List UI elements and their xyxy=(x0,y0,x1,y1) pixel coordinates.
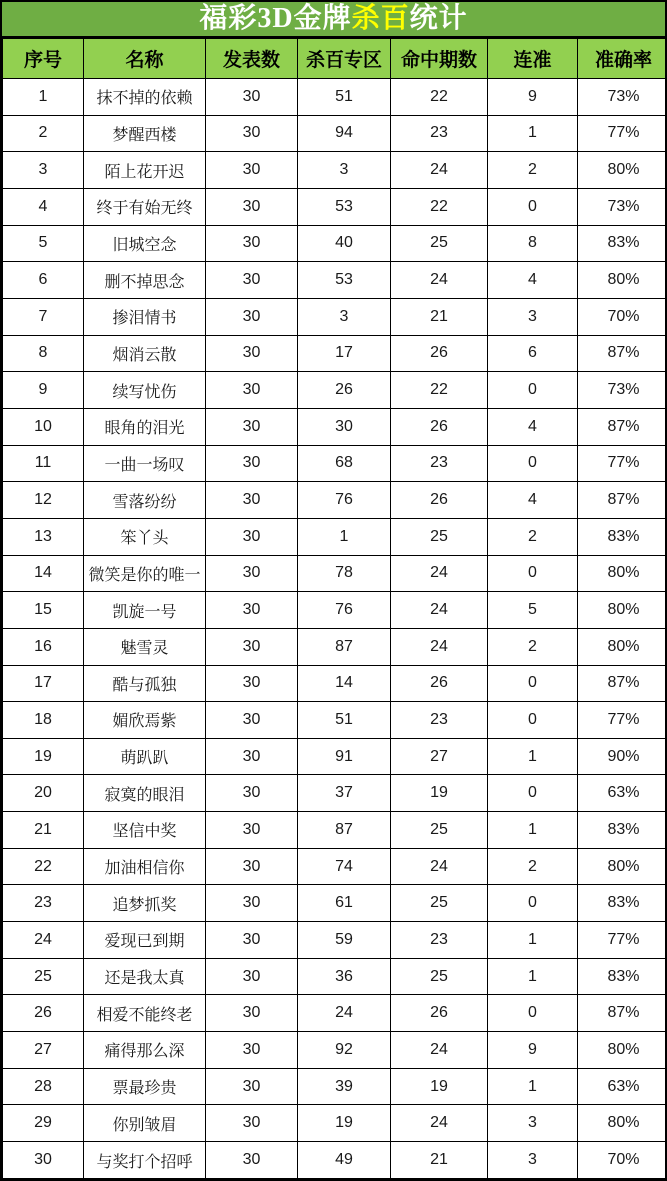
cell-streak: 0 xyxy=(488,555,578,592)
cell-name: 旧城空念 xyxy=(84,225,206,262)
table-row xyxy=(3,628,667,665)
cell-streak: 9 xyxy=(488,1032,578,1069)
cell-seq: 9 xyxy=(3,372,84,409)
table-row xyxy=(3,115,667,152)
cell-accuracy: 80% xyxy=(578,592,667,629)
cell-published: 30 xyxy=(206,262,298,299)
cell-hits: 24 xyxy=(391,1105,488,1142)
cell-kill-zone: 94 xyxy=(298,115,391,152)
cell-kill-zone: 53 xyxy=(298,262,391,299)
cell-kill-zone: 68 xyxy=(298,445,391,482)
column-header-kill_zone: 杀百专区 xyxy=(298,39,391,79)
column-header-published: 发表数 xyxy=(206,39,298,79)
cell-seq: 27 xyxy=(3,1032,84,1069)
cell-accuracy: 80% xyxy=(578,848,667,885)
cell-kill-zone: 3 xyxy=(298,298,391,335)
cell-name: 雪落纷纷 xyxy=(84,482,206,519)
cell-seq: 25 xyxy=(3,958,84,995)
cell-name: 酷与孤独 xyxy=(84,665,206,702)
cell-published: 30 xyxy=(206,225,298,262)
cell-streak: 0 xyxy=(488,775,578,812)
table-row xyxy=(3,555,667,592)
cell-published: 30 xyxy=(206,738,298,775)
cell-hits: 26 xyxy=(391,665,488,702)
cell-kill-zone: 36 xyxy=(298,958,391,995)
cell-hits: 26 xyxy=(391,995,488,1032)
column-header-hits: 命中期数 xyxy=(391,39,488,79)
title-suffix: 统计 xyxy=(409,3,468,34)
cell-name: 追梦抓奖 xyxy=(84,885,206,922)
cell-hits: 23 xyxy=(391,115,488,152)
table-row xyxy=(3,592,667,629)
cell-published: 30 xyxy=(206,1068,298,1105)
cell-published: 30 xyxy=(206,482,298,519)
cell-streak: 0 xyxy=(488,702,578,739)
table-row xyxy=(3,958,667,995)
cell-accuracy: 87% xyxy=(578,995,667,1032)
cell-hits: 23 xyxy=(391,702,488,739)
cell-streak: 4 xyxy=(488,482,578,519)
cell-name: 梦醒西楼 xyxy=(84,115,206,152)
table-row xyxy=(3,445,667,482)
cell-published: 30 xyxy=(206,518,298,555)
cell-hits: 22 xyxy=(391,79,488,116)
table-row xyxy=(3,885,667,922)
cell-kill-zone: 1 xyxy=(298,518,391,555)
cell-accuracy: 87% xyxy=(578,665,667,702)
cell-hits: 25 xyxy=(391,958,488,995)
cell-name: 魅雪灵 xyxy=(84,628,206,665)
cell-streak: 8 xyxy=(488,225,578,262)
cell-kill-zone: 91 xyxy=(298,738,391,775)
cell-published: 30 xyxy=(206,812,298,849)
cell-streak: 0 xyxy=(488,445,578,482)
cell-accuracy: 73% xyxy=(578,79,667,116)
cell-streak: 2 xyxy=(488,518,578,555)
cell-seq: 29 xyxy=(3,1105,84,1142)
cell-hits: 25 xyxy=(391,225,488,262)
table-row xyxy=(3,408,667,445)
table-row xyxy=(3,812,667,849)
cell-kill-zone: 87 xyxy=(298,812,391,849)
cell-seq: 11 xyxy=(3,445,84,482)
cell-accuracy: 80% xyxy=(578,1032,667,1069)
cell-hits: 19 xyxy=(391,775,488,812)
cell-streak: 3 xyxy=(488,298,578,335)
cell-seq: 12 xyxy=(3,482,84,519)
table-row xyxy=(3,1105,667,1142)
cell-kill-zone: 59 xyxy=(298,922,391,959)
table-row xyxy=(3,188,667,225)
cell-hits: 25 xyxy=(391,885,488,922)
cell-streak: 9 xyxy=(488,79,578,116)
table-row xyxy=(3,335,667,372)
cell-accuracy: 77% xyxy=(578,445,667,482)
cell-kill-zone: 14 xyxy=(298,665,391,702)
cell-accuracy: 83% xyxy=(578,518,667,555)
cell-name: 眼角的泪光 xyxy=(84,408,206,445)
stats-table xyxy=(2,38,667,1179)
cell-kill-zone: 78 xyxy=(298,555,391,592)
cell-name: 烟消云散 xyxy=(84,335,206,372)
cell-name: 加油相信你 xyxy=(84,848,206,885)
cell-kill-zone: 30 xyxy=(298,408,391,445)
cell-accuracy: 83% xyxy=(578,225,667,262)
cell-published: 30 xyxy=(206,1032,298,1069)
cell-published: 30 xyxy=(206,592,298,629)
cell-hits: 26 xyxy=(391,335,488,372)
cell-streak: 0 xyxy=(488,995,578,1032)
cell-streak: 3 xyxy=(488,1105,578,1142)
cell-name: 寂寞的眼泪 xyxy=(84,775,206,812)
table-row xyxy=(3,1142,667,1179)
cell-accuracy: 73% xyxy=(578,188,667,225)
table-row xyxy=(3,995,667,1032)
cell-seq: 5 xyxy=(3,225,84,262)
cell-hits: 22 xyxy=(391,372,488,409)
cell-seq: 8 xyxy=(3,335,84,372)
cell-accuracy: 83% xyxy=(578,812,667,849)
cell-hits: 22 xyxy=(391,188,488,225)
cell-name: 痛得那么深 xyxy=(84,1032,206,1069)
cell-published: 30 xyxy=(206,775,298,812)
cell-hits: 24 xyxy=(391,628,488,665)
table-row xyxy=(3,79,667,116)
cell-streak: 4 xyxy=(488,408,578,445)
cell-accuracy: 83% xyxy=(578,958,667,995)
cell-streak: 0 xyxy=(488,372,578,409)
cell-seq: 28 xyxy=(3,1068,84,1105)
cell-accuracy: 80% xyxy=(578,152,667,189)
cell-name: 媚欣焉紫 xyxy=(84,702,206,739)
cell-hits: 24 xyxy=(391,1032,488,1069)
cell-published: 30 xyxy=(206,408,298,445)
cell-published: 30 xyxy=(206,885,298,922)
cell-hits: 26 xyxy=(391,408,488,445)
cell-streak: 0 xyxy=(488,188,578,225)
cell-name: 票最珍贵 xyxy=(84,1068,206,1105)
cell-hits: 24 xyxy=(391,262,488,299)
table-body xyxy=(3,79,667,1179)
cell-name: 坚信中奖 xyxy=(84,812,206,849)
cell-kill-zone: 92 xyxy=(298,1032,391,1069)
cell-published: 30 xyxy=(206,188,298,225)
cell-published: 30 xyxy=(206,1142,298,1179)
cell-name: 掺泪情书 xyxy=(84,298,206,335)
cell-published: 30 xyxy=(206,628,298,665)
cell-name: 删不掉思念 xyxy=(84,262,206,299)
cell-kill-zone: 61 xyxy=(298,885,391,922)
cell-hits: 23 xyxy=(391,922,488,959)
cell-accuracy: 80% xyxy=(578,628,667,665)
cell-streak: 0 xyxy=(488,885,578,922)
cell-kill-zone: 24 xyxy=(298,995,391,1032)
cell-streak: 2 xyxy=(488,848,578,885)
cell-kill-zone: 87 xyxy=(298,628,391,665)
cell-name: 微笑是你的唯一 xyxy=(84,555,206,592)
cell-name: 凯旋一号 xyxy=(84,592,206,629)
column-header-streak: 连准 xyxy=(488,39,578,79)
cell-hits: 24 xyxy=(391,152,488,189)
cell-kill-zone: 19 xyxy=(298,1105,391,1142)
cell-hits: 24 xyxy=(391,555,488,592)
cell-published: 30 xyxy=(206,922,298,959)
cell-name: 还是我太真 xyxy=(84,958,206,995)
cell-hits: 23 xyxy=(391,445,488,482)
cell-streak: 3 xyxy=(488,1142,578,1179)
table-row xyxy=(3,482,667,519)
cell-seq: 16 xyxy=(3,628,84,665)
cell-published: 30 xyxy=(206,995,298,1032)
cell-accuracy: 83% xyxy=(578,885,667,922)
cell-hits: 24 xyxy=(391,592,488,629)
cell-kill-zone: 51 xyxy=(298,79,391,116)
cell-accuracy: 73% xyxy=(578,372,667,409)
cell-seq: 23 xyxy=(3,885,84,922)
cell-seq: 10 xyxy=(3,408,84,445)
table-row xyxy=(3,775,667,812)
cell-name: 陌上花开迟 xyxy=(84,152,206,189)
cell-name: 萌趴趴 xyxy=(84,738,206,775)
cell-kill-zone: 53 xyxy=(298,188,391,225)
cell-seq: 15 xyxy=(3,592,84,629)
table-row xyxy=(3,1068,667,1105)
cell-streak: 6 xyxy=(488,335,578,372)
cell-seq: 26 xyxy=(3,995,84,1032)
cell-kill-zone: 49 xyxy=(298,1142,391,1179)
cell-hits: 21 xyxy=(391,298,488,335)
cell-kill-zone: 39 xyxy=(298,1068,391,1105)
table-row xyxy=(3,922,667,959)
cell-seq: 3 xyxy=(3,152,84,189)
table-row xyxy=(3,262,667,299)
cell-published: 30 xyxy=(206,1105,298,1142)
cell-published: 30 xyxy=(206,445,298,482)
cell-seq: 18 xyxy=(3,702,84,739)
cell-kill-zone: 51 xyxy=(298,702,391,739)
cell-accuracy: 70% xyxy=(578,1142,667,1179)
cell-accuracy: 80% xyxy=(578,262,667,299)
cell-kill-zone: 37 xyxy=(298,775,391,812)
cell-accuracy: 80% xyxy=(578,1105,667,1142)
cell-accuracy: 90% xyxy=(578,738,667,775)
cell-streak: 1 xyxy=(488,738,578,775)
cell-name: 续写忧伤 xyxy=(84,372,206,409)
cell-name: 相爱不能终老 xyxy=(84,995,206,1032)
cell-accuracy: 77% xyxy=(578,115,667,152)
cell-kill-zone: 76 xyxy=(298,482,391,519)
cell-hits: 24 xyxy=(391,848,488,885)
cell-accuracy: 77% xyxy=(578,922,667,959)
cell-kill-zone: 74 xyxy=(298,848,391,885)
cell-streak: 1 xyxy=(488,1068,578,1105)
cell-name: 笨丫头 xyxy=(84,518,206,555)
cell-seq: 2 xyxy=(3,115,84,152)
table-row xyxy=(3,665,667,702)
cell-accuracy: 63% xyxy=(578,1068,667,1105)
cell-streak: 1 xyxy=(488,922,578,959)
table-row xyxy=(3,225,667,262)
table-row xyxy=(3,152,667,189)
cell-seq: 4 xyxy=(3,188,84,225)
cell-streak: 4 xyxy=(488,262,578,299)
cell-name: 一曲一场叹 xyxy=(84,445,206,482)
table-row xyxy=(3,848,667,885)
cell-published: 30 xyxy=(206,665,298,702)
cell-seq: 19 xyxy=(3,738,84,775)
cell-accuracy: 87% xyxy=(578,408,667,445)
cell-accuracy: 77% xyxy=(578,702,667,739)
cell-published: 30 xyxy=(206,848,298,885)
table-row xyxy=(3,702,667,739)
cell-streak: 0 xyxy=(488,665,578,702)
cell-accuracy: 80% xyxy=(578,555,667,592)
cell-name: 抹不掉的依赖 xyxy=(84,79,206,116)
cell-published: 30 xyxy=(206,335,298,372)
cell-published: 30 xyxy=(206,79,298,116)
cell-published: 30 xyxy=(206,372,298,409)
cell-name: 爱现已到期 xyxy=(84,922,206,959)
title-prefix: 福彩3D金牌 xyxy=(199,3,352,34)
cell-seq: 1 xyxy=(3,79,84,116)
cell-seq: 22 xyxy=(3,848,84,885)
cell-seq: 21 xyxy=(3,812,84,849)
table-row xyxy=(3,298,667,335)
cell-seq: 30 xyxy=(3,1142,84,1179)
cell-seq: 13 xyxy=(3,518,84,555)
cell-seq: 6 xyxy=(3,262,84,299)
cell-hits: 25 xyxy=(391,518,488,555)
cell-name: 你别皱眉 xyxy=(84,1105,206,1142)
cell-kill-zone: 26 xyxy=(298,372,391,409)
cell-accuracy: 87% xyxy=(578,482,667,519)
cell-name: 与奖打个招呼 xyxy=(84,1142,206,1179)
cell-seq: 17 xyxy=(3,665,84,702)
cell-kill-zone: 17 xyxy=(298,335,391,372)
cell-streak: 1 xyxy=(488,812,578,849)
cell-streak: 1 xyxy=(488,958,578,995)
cell-accuracy: 70% xyxy=(578,298,667,335)
cell-streak: 2 xyxy=(488,628,578,665)
cell-published: 30 xyxy=(206,958,298,995)
cell-name: 终于有始无终 xyxy=(84,188,206,225)
cell-seq: 14 xyxy=(3,555,84,592)
table-row xyxy=(3,518,667,555)
cell-streak: 2 xyxy=(488,152,578,189)
title-highlight: 杀百 xyxy=(351,3,410,34)
cell-hits: 19 xyxy=(391,1068,488,1105)
header-row xyxy=(3,39,667,79)
cell-published: 30 xyxy=(206,702,298,739)
table-row xyxy=(3,1032,667,1069)
cell-published: 30 xyxy=(206,152,298,189)
cell-seq: 20 xyxy=(3,775,84,812)
table-row xyxy=(3,372,667,409)
cell-streak: 5 xyxy=(488,592,578,629)
cell-hits: 21 xyxy=(391,1142,488,1179)
cell-hits: 26 xyxy=(391,482,488,519)
cell-kill-zone: 3 xyxy=(298,152,391,189)
column-header-name: 名称 xyxy=(84,39,206,79)
column-header-seq: 序号 xyxy=(3,39,84,79)
cell-accuracy: 63% xyxy=(578,775,667,812)
cell-published: 30 xyxy=(206,115,298,152)
cell-kill-zone: 40 xyxy=(298,225,391,262)
cell-published: 30 xyxy=(206,298,298,335)
cell-seq: 7 xyxy=(3,298,84,335)
cell-published: 30 xyxy=(206,555,298,592)
cell-accuracy: 87% xyxy=(578,335,667,372)
cell-hits: 27 xyxy=(391,738,488,775)
cell-hits: 25 xyxy=(391,812,488,849)
cell-seq: 24 xyxy=(3,922,84,959)
cell-kill-zone: 76 xyxy=(298,592,391,629)
page-title xyxy=(2,2,665,38)
table-row xyxy=(3,738,667,775)
column-header-accuracy: 准确率 xyxy=(578,39,667,79)
cell-streak: 1 xyxy=(488,115,578,152)
